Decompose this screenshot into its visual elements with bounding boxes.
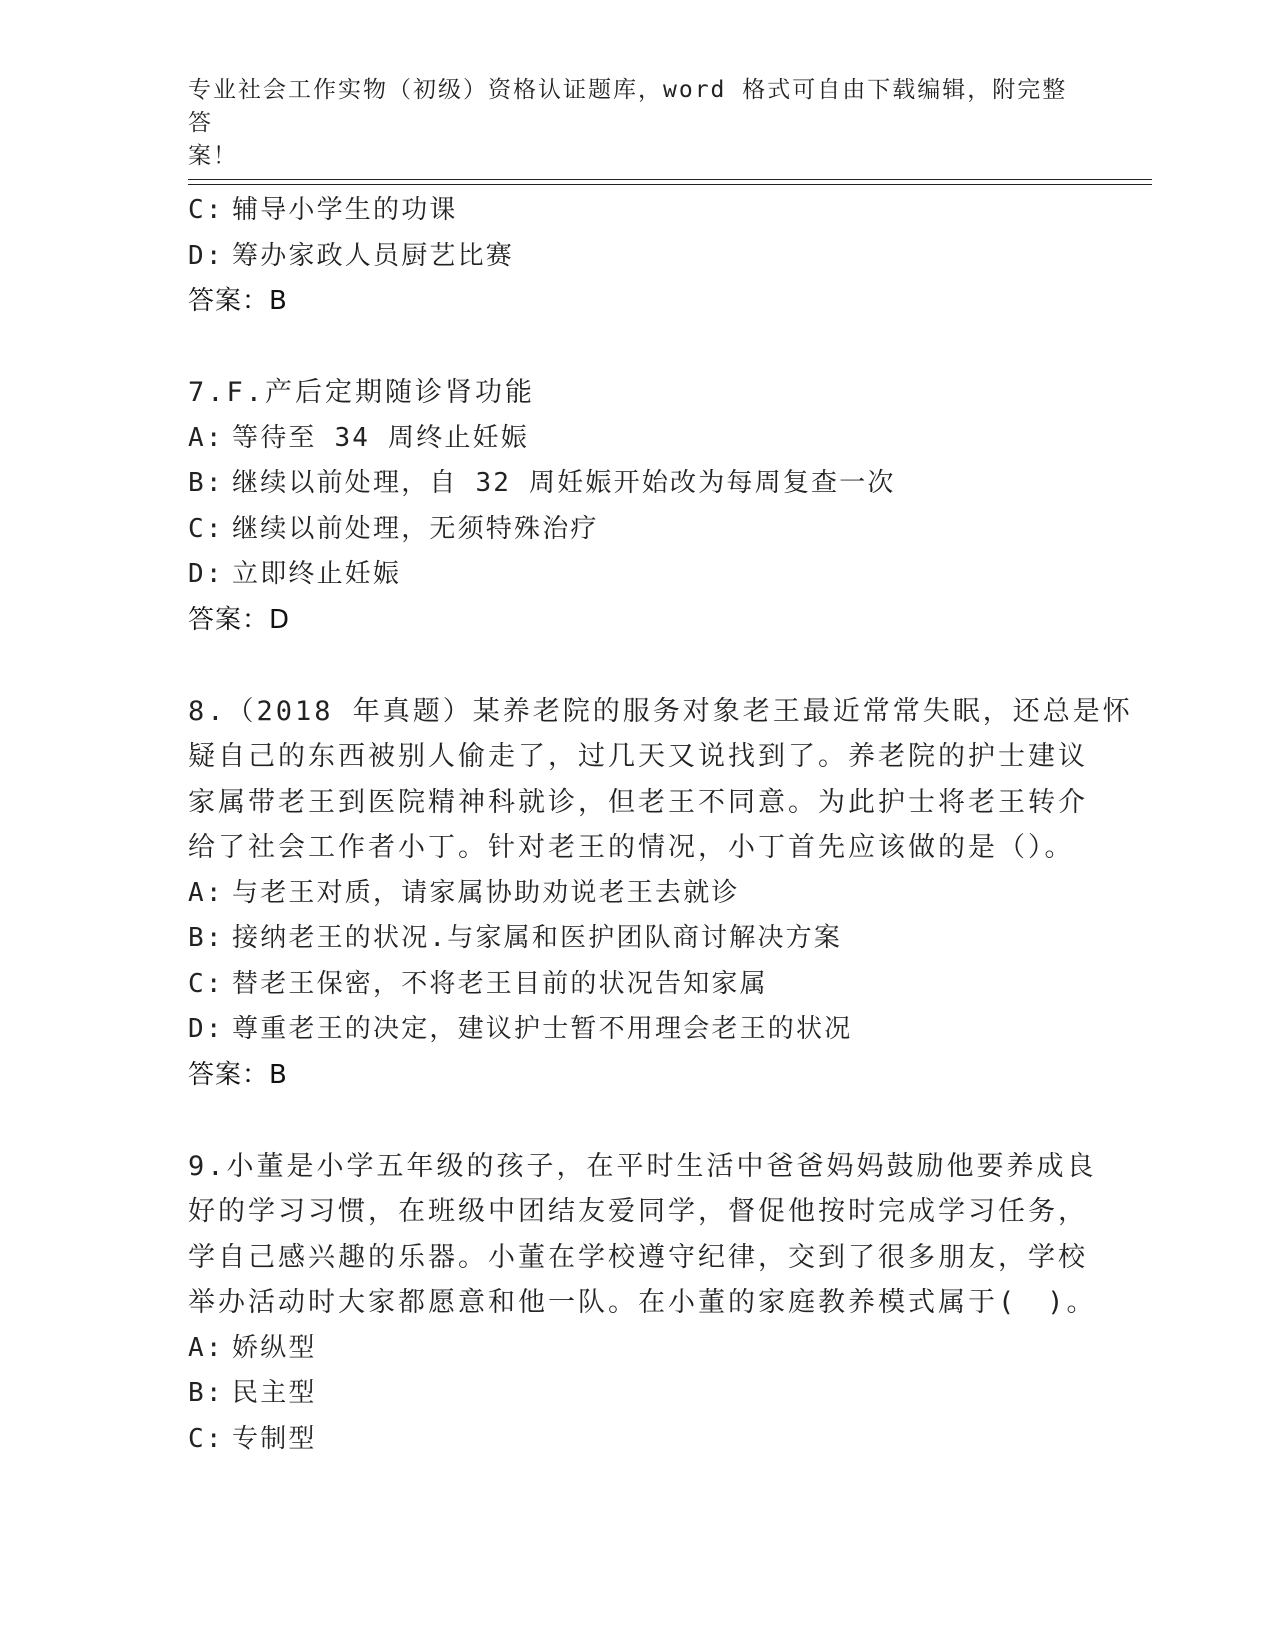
- spacer: [188, 643, 1088, 689]
- header-rule-top: [188, 179, 1152, 180]
- question-stem-line: 给了社会工作者小丁。针对老王的情况，小丁首先应该做的是（）。: [188, 832, 1075, 863]
- question-stem-line: 7.F.产后定期随诊肾功能: [188, 377, 536, 408]
- option-row: [188, 416, 1088, 462]
- answer-line: 答案：B: [188, 1059, 288, 1090]
- answer-line: 答案：B: [188, 286, 288, 316]
- option-text: 与老王对质，请家属协助劝说老王去就诊: [232, 877, 740, 908]
- question-stem-line: 疑自己的东西被别人偷走了，过几天又说找到了。养老院的护士建议: [188, 741, 1088, 772]
- question-stem-line: 举办活动时大家都愿意和他一队。在小董的家庭教养模式属于( )。: [188, 1287, 1097, 1318]
- header-rule-bottom: [188, 184, 1152, 185]
- option-text: 立即终止妊娠: [232, 559, 402, 589]
- spacer: [188, 1098, 1088, 1144]
- question-stem-line: 好的学习习惯，在班级中团结友爱同学，督促他按时完成学习任务，: [188, 1196, 1088, 1227]
- option-letter: A:: [188, 422, 224, 453]
- question-7: [188, 370, 1088, 643]
- question-stem-line: 学自己感兴趣的乐器。小董在学校遵守纪律，交到了很多朋友，学校: [188, 1241, 1088, 1273]
- option-letter: D:: [188, 559, 224, 589]
- option-text: 专制型: [232, 1423, 317, 1454]
- option-text: 民主型: [232, 1378, 317, 1408]
- option-letter: A:: [188, 877, 224, 908]
- option-row: [188, 552, 1088, 598]
- spacer: [188, 325, 1088, 371]
- option-text: 娇纵型: [232, 1332, 317, 1363]
- option-row: [188, 1007, 1088, 1053]
- question-content: [188, 188, 1133, 1462]
- option-letter: C:: [188, 195, 224, 225]
- option-text: 继续以前处理，自 32 周妊娠开始改为每周复查一次: [232, 468, 896, 498]
- option-row: [188, 871, 1088, 917]
- option-row: [188, 962, 1088, 1008]
- option-letter: C:: [188, 968, 224, 999]
- option-text: 等待至 34 周终止妊娠: [232, 422, 530, 453]
- option-row: [188, 1417, 1088, 1463]
- option-text: 筹办家政人员厨艺比赛: [232, 240, 515, 271]
- option-letter: D:: [188, 240, 224, 271]
- option-letter: D:: [188, 1014, 224, 1044]
- option-text: 继续以前处理，无须特殊治疗: [232, 513, 599, 544]
- option-letter: B:: [188, 468, 224, 498]
- option-row: [188, 461, 1088, 507]
- question-stem-line: 家属带老王到医院精神科就诊，但老王不同意。为此护士将老王转介: [188, 786, 1088, 818]
- header-line-1: 专业社会工作实物（初级）资格认证题库，word 格式可自由下载编辑，附完整答: [188, 77, 1068, 136]
- question-8: [188, 689, 1133, 1099]
- option-row: [188, 507, 1088, 553]
- option-row: [188, 234, 1088, 280]
- option-letter: C:: [188, 1423, 224, 1454]
- question-9: [188, 1144, 1097, 1463]
- option-row: [188, 1326, 1088, 1372]
- option-letter: C:: [188, 513, 224, 544]
- option-row: [188, 188, 1088, 234]
- option-letter: A:: [188, 1332, 224, 1363]
- question-stem-line: 8.（2018 年真题）某养老院的服务对象老王最近常常失眠，还总是怀: [188, 695, 1133, 727]
- header-line-2: 案！: [188, 143, 238, 169]
- option-letter: B:: [188, 923, 224, 953]
- question-6-tail: [188, 188, 1088, 325]
- question-stem-line: 9.小董是小学五年级的孩子，在平时生活中爸爸妈妈鼓励他要养成良: [188, 1150, 1097, 1182]
- answer-line: 答案：D: [188, 604, 291, 635]
- option-row: [188, 1371, 1088, 1417]
- option-text: 接纳老王的状况.与家属和医护团队商讨解决方案: [232, 923, 843, 953]
- option-text: 辅导小学生的功课: [232, 195, 458, 225]
- option-letter: B:: [188, 1378, 224, 1408]
- option-row: [188, 916, 1088, 962]
- option-text: 替老王保密，不将老王目前的状况告知家属: [232, 968, 768, 999]
- option-text: 尊重老王的决定，建议护士暂不用理会老王的状况: [232, 1014, 853, 1044]
- page-header: [188, 74, 1068, 173]
